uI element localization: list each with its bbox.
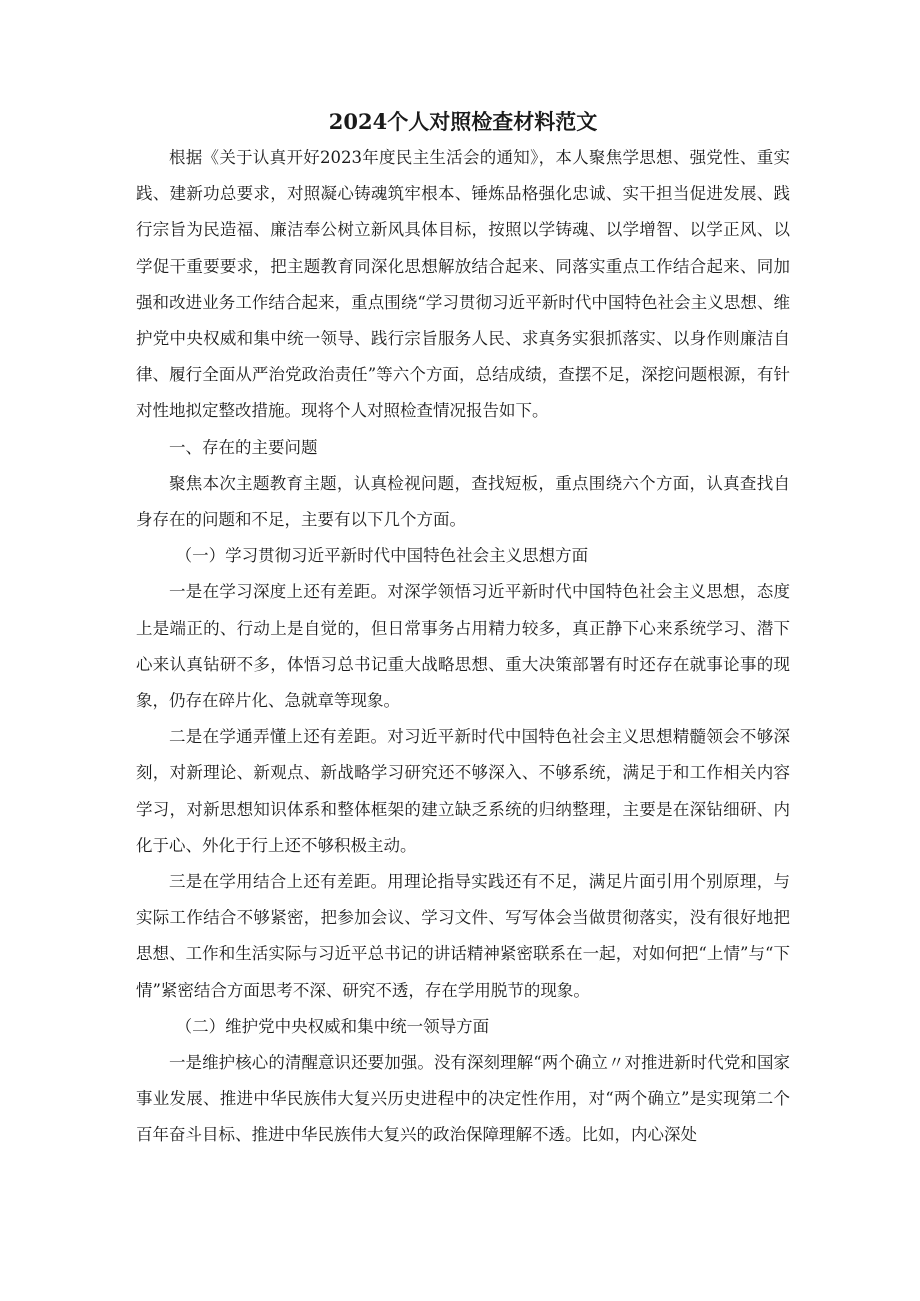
study-depth-paragraph: 一是在学习深度上还有差距。对深学领悟习近平新时代中国特色社会主义思想，态度上是端正的、行动上是自觉的，但日常事务占用精力较多，真正静下心来系统学习、潜下心来认真钻研不多，体悟习总书记重大战略思想、重大决策部署有时还存在就事论事的现象，仍存在碎片化、急就章等现象。 bbox=[136, 582, 790, 711]
document-title: 2024个人对照检查材料范文 bbox=[328, 109, 598, 134]
authority-awareness-paragraph: 一是维护核心的清醒意识还要加强。没有深刻理解“两个确立〃对推进新时代党和国家事业发展、推进中华民族伟大复兴历史进程中的决定性作用，对“两个确立”是实现第二个百年奋斗目标、推进中华民族伟大复兴的政治保障理解不透。比如，内心深处 bbox=[136, 1053, 790, 1145]
document-body bbox=[136, 104, 790, 1154]
section-intro-paragraph: 聚焦本次主题教育主题，认真检视问题，查找短板，重点围绕六个方面，认真查找自身存在的问题和不足，主要有以下几个方面。 bbox=[136, 473, 790, 530]
study-understanding-paragraph: 二是在学通弄懂上还有差距。对习近平新时代中国特色社会主义思想精髓领会不够深刻，对新理论、新观点、新战略学习研究还不够深入、不够系统，满足于和工作相关内容学习，对新思想知识体系和整体框架的建立缺乏系统的归纳整理，主要是在深钻细研、内化于心、外化于行上还不够积极主动。 bbox=[136, 727, 790, 855]
study-application-paragraph: 三是在学用结合上还有差距。用理论指导实践还有不足，满足片面引用个别原理，与实际工作结合不够紧密，把参加会议、学习文件、写写体会当做贯彻落实，没有很好地把思想、工作和生活实际与习近平总书记的讲话精神紧密联系在一起，对如何把“上情”与“下情”紧密结合方面思考不深、研究不透，存在学用脱节的现象。 bbox=[136, 872, 790, 1000]
subsection-heading-study: （一）学习贯彻习近平新时代中国特色社会主义思想方面 bbox=[175, 546, 589, 566]
subsection-heading-authority: （二）维护党中央权威和集中统一领导方面 bbox=[175, 1016, 490, 1036]
intro-paragraph: 根据《关于认真开好2023年度民主生活会的通知》，本人聚焦学思想、强党性、重实践、建新功总要求，对照凝心铸魂筑牢根本、锤炼品格强化忠诚、实干担当促进发展、践行宗旨为民造福、廉洁奉公树立新风具体目标，按照以学铸魂、以学增智、以学正风、以学促干重要要求，把主题教育同深化思想解放结合起来、同落实重点工作结合起来、同加强和改进业务工作结合起来，重点围绕“学习贯彻习近平新时代中国特色社会主义思想、维护党中央权威和集中统一领导、践行宗旨服务人民、求真务实狠抓落实、以身作则廉洁自律、履行全面从严治党政治责任”等六个方面，总结成绩，查摆不足，深挖问题根源，有针对性地拟定整改措施。现将个人对照检查情况报告如下。 bbox=[136, 148, 790, 421]
section-heading-main-problems: 一、存在的主要问题 bbox=[169, 437, 318, 457]
